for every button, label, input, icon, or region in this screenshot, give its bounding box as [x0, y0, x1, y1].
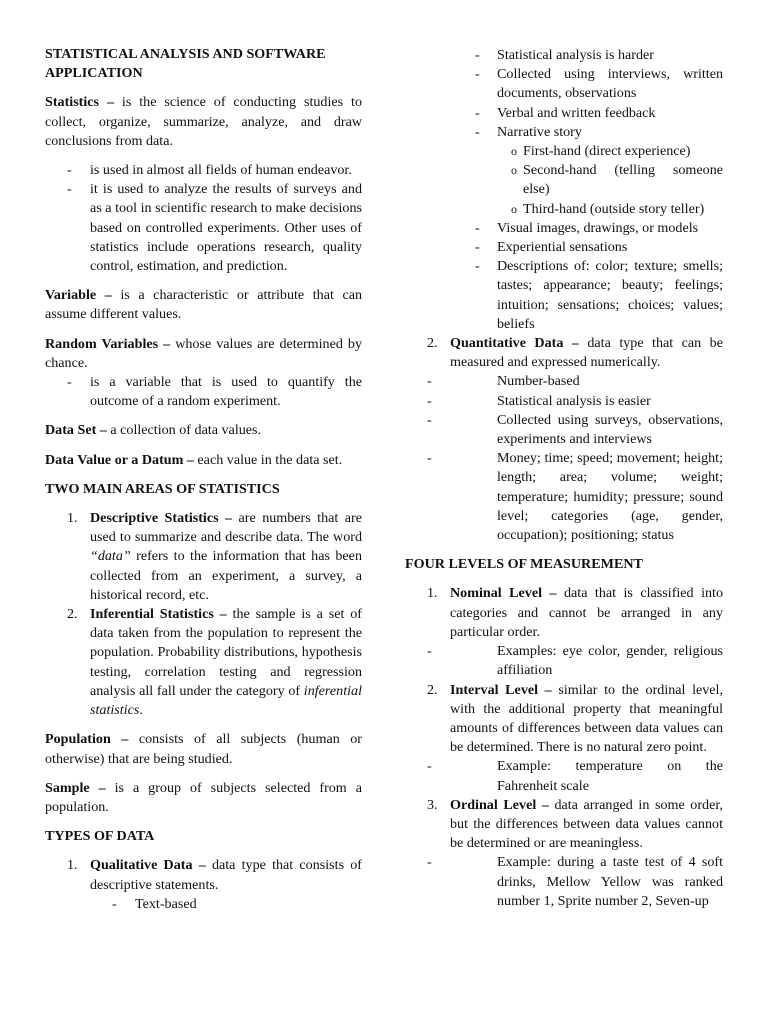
list-item: - Visual images, drawings, or models — [405, 219, 723, 238]
list-item: - is a variable that is used to quantify the outcome of a random experiment. — [45, 373, 362, 411]
list-item: 2. Interval Level – similar to the ordinal level, with the additional property that meaningful amounts of differences between data values can be determined. There is no natural zero point. - Example: temperature on the Fahrenheit scale — [405, 681, 723, 796]
list-item: - Collected using interviews, written documents, observations — [405, 65, 723, 103]
list-item: 2. Inferential Statistics – the sample is a set of data taken from the population to represent the population. Probability distributions, hypothesis testing, correlation testing and regression analysis all fall under the category of inferential statistics. — [67, 606, 362, 719]
statistics-definition: Statistics – is the science of conducting studies to collect, organize, summarize, analyze, and draw conclusions from data. — [45, 94, 363, 149]
list-item: - Narrative story — [405, 123, 723, 142]
list-item: 1. Qualitative Data – data type that consists of descriptive statements. - Text-based — [45, 856, 362, 914]
sample-term: Sample – — [45, 779, 106, 796]
list-item: - Statistical analysis is easier — [405, 392, 723, 411]
list-item: 1. Descriptive Statistics – are numbers that are used to summarize and describe data. The word “data” refers to the information that has been collected from an experiment, a survey, a historical record, etc. — [67, 510, 362, 603]
four-levels-heading: FOUR LEVELS OF MEASUREMENT — [405, 556, 643, 573]
data-set-term: Data Set – — [45, 422, 107, 439]
variable-term: Variable – — [45, 287, 112, 304]
population-term: Population – — [45, 731, 129, 748]
qualitative-bullets-more — [0, 219, 723, 334]
areas-list — [45, 509, 362, 720]
types-list — [45, 856, 362, 914]
random-variables-term: Random Variables – — [45, 335, 171, 352]
list-item: - Example: during a taste test of 4 soft drinks, Mellow Yellow was ranked number 1, Sprite number 2, Seven-up — [405, 853, 723, 911]
list-item: - Number-based — [405, 372, 723, 391]
narrative-sublist — [0, 142, 723, 219]
quantitative-list — [405, 334, 723, 545]
quantitative-bullets — [405, 372, 723, 545]
levels-list — [405, 584, 723, 910]
qualitative-bullets-continued — [0, 46, 723, 142]
list-item: - it is used to analyze the results of surveys and as a tool in scientific research to make decisions based on controlled experiments. Other uses of statistics include operations research, quality control, estimation, and prediction. — [45, 180, 362, 276]
types-of-data-heading: TYPES OF DATA — [45, 828, 155, 845]
qualitative-bullets — [90, 895, 362, 914]
list-item: - is used in almost all fields of human endeavor. — [45, 161, 362, 180]
list-item: - Examples: eye color, gender, religious affiliation — [405, 642, 723, 680]
list-item: 1. Nominal Level – data that is classified into categories and cannot be arranged in any particular order. - Examples: eye color, gender, religious affiliation — [405, 584, 723, 680]
statistics-term: Statistics – — [45, 94, 114, 111]
right-column — [405, 46, 723, 911]
data-value-definition: Data Value or a Datum – each value in the data set. — [45, 451, 343, 468]
list-item: - Descriptions of: color; texture; smells; tastes; appearance; beauty; feelings; intuition; sensations; choices; values; beliefs — [405, 257, 723, 334]
list-item: - Collected using surveys, observations, experiments and interviews — [405, 411, 723, 449]
list-item: - Text-based — [90, 895, 362, 914]
data-set-definition: Data Set – a collection of data values. — [45, 422, 262, 439]
list-item: 2. Quantitative Data – data type that can be measured and expressed numerically. - Number-based - Statistical analysis is easier - Collected using surveys, observations, experiments and interviews - Money; time; speed; movement; height; length; area; volume; weight; temperature; humidity; pressure; sound level; categories (age, gender, occupation); positioning; status — [405, 334, 723, 545]
list-item: - Money; time; speed; movement; height; length; area; volume; weight; temperature; humidity; pressure; sound level; categories (age, gender, occupation); positioning; status — [405, 449, 723, 545]
variable-definition: Variable – is a characteristic or attribute that can assume different values. — [45, 287, 363, 323]
two-main-areas-heading: TWO MAIN AREAS OF STATISTICS — [45, 480, 280, 497]
list-item: - Verbal and written feedback — [405, 104, 723, 123]
list-item: 3. Ordinal Level – data arranged in some order, but the differences between data values cannot be determined or are meaningless. - Example: during a taste test of 4 soft drinks, Mellow Yellow was ranked number 1, Sprite number 2, Seven-up — [405, 796, 723, 911]
random-variables-bullets — [45, 373, 362, 411]
data-value-term: Data Value or a Datum – — [45, 451, 194, 468]
list-item: o Third-hand (outside story teller) — [405, 200, 723, 219]
list-item: o First-hand (direct experience) — [405, 142, 723, 161]
population-definition: Population – consists of all subjects (human or otherwise) that are being studied. — [45, 731, 362, 767]
sample-definition: Sample – is a group of subjects selected from a population. — [45, 779, 362, 815]
list-item: o Second-hand (telling someone else) — [405, 161, 723, 199]
document-title: STATISTICAL ANALYSIS AND SOFTWARE APPLICATION — [45, 46, 326, 82]
random-variables-definition: Random Variables – whose values are determined by chance. — [45, 335, 362, 371]
list-item: - Experiential sensations — [405, 238, 723, 257]
list-item: - Example: temperature on the Fahrenheit scale — [405, 757, 723, 795]
list-item: - Statistical analysis is harder — [405, 46, 723, 65]
